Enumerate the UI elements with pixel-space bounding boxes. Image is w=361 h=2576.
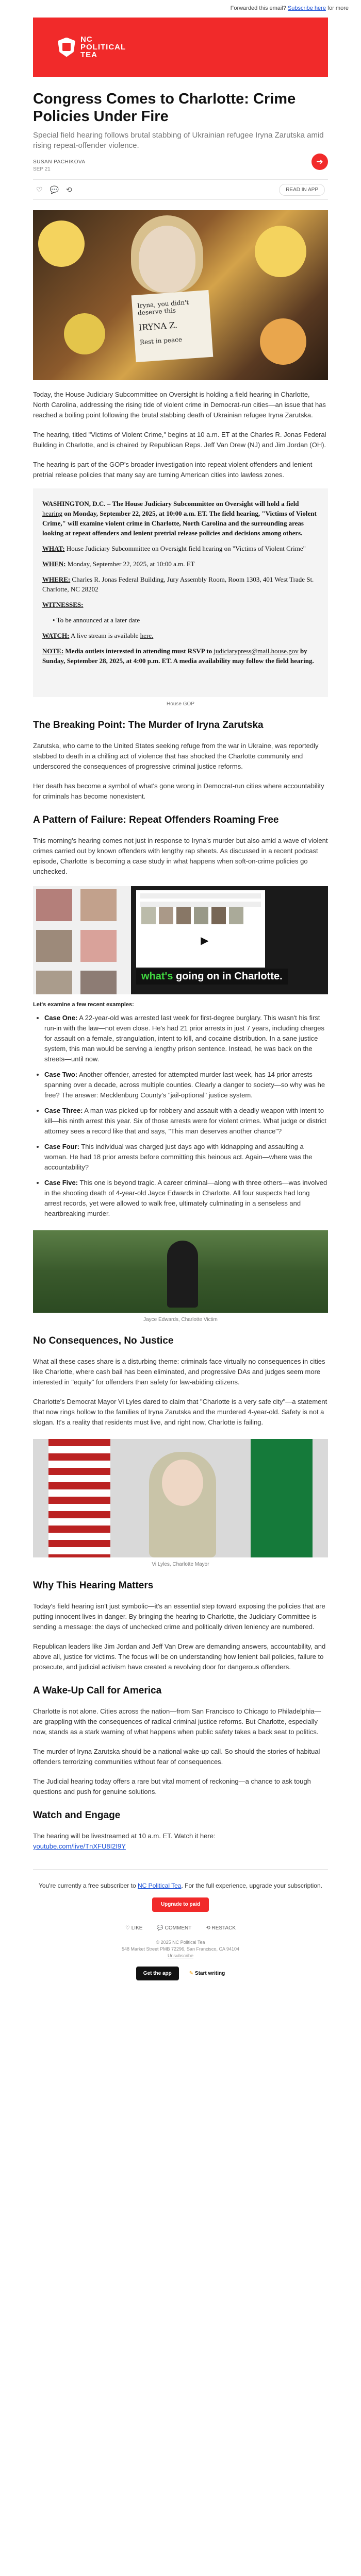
section-heading: A Pattern of Failure: Repeat Offenders Roaming Free (33, 815, 279, 825)
case-label: Case Three: (44, 1107, 83, 1114)
mugshot-row (136, 907, 243, 924)
press-when (42, 559, 319, 569)
press-watch-link: here. (140, 632, 154, 639)
section-heading: A Wake-Up Call for America (33, 1685, 162, 1696)
author-avatar[interactable] (311, 154, 328, 170)
author-row (33, 151, 328, 172)
divider (33, 1869, 328, 1870)
memorial-sign-line2: IRYNA Z. (138, 320, 178, 333)
press-note-text2: by Sunday, September 28, 2025, at 4:00 p.m. ET. A media availability may follow the field hearing. (42, 647, 314, 665)
us-flag (48, 1439, 110, 1557)
video-caption-highlight: what's (141, 971, 173, 982)
case-text: A 22-year-old was arrested last week for first-degree burglary. This wasn't his first run-in with the law—not even close. He's had 21 prior arrests in just 7 years, including charges for assault on a female, strangulation, intent to kill, and cocaine distribution. In a sane justice system, this man would be serving a lengthy prison sentence. Instead, he was back on the streets—until now. (44, 1014, 324, 1063)
press-note (42, 646, 319, 666)
press-watch-label: WATCH: (42, 632, 70, 639)
press-witnesses-label: WITNESSES: (42, 601, 84, 608)
mugshot (194, 907, 208, 924)
brand-name-line2: POLITICAL (80, 43, 126, 52)
play-button[interactable] (193, 928, 217, 952)
paragraph: The hearing is part of the GOP's broader investigation into repeat violent offenders and lenient pretrial release policies that many say are turning American cities into lawless zones. (33, 461, 313, 479)
like-label: LIKE (131, 1925, 143, 1931)
video-person-thumb (80, 971, 117, 994)
restack-label: RESTACK (211, 1925, 236, 1931)
start-writing-link[interactable] (189, 1971, 225, 1976)
sunflower-shape (64, 313, 105, 354)
case-text: Another offender, arrested for attempted murder last week, has 14 prior arrests spanning over a decade, across multiple counties. Clearly a danger to society—so why was he free? The answer: Mecklenburg County's "jail-optional" justice system. (44, 1071, 325, 1099)
comment-label: COMMENT (165, 1925, 192, 1931)
post-actions (33, 179, 328, 200)
case-item (44, 1070, 328, 1100)
press-release-image[interactable] (33, 488, 328, 697)
start-writing-label: Start writing (194, 1971, 225, 1976)
shield-icon (58, 38, 75, 57)
video-person-thumb (80, 889, 117, 921)
brand-name (80, 36, 126, 59)
restack-icon: ⟲ (206, 1925, 210, 1931)
paragraph: The murder of Iryna Zarutska should be a national wake-up call. So should the stories of habitual offenders terrorizing communities without fear of consequences. (33, 1748, 320, 1766)
newsletter-body (33, 18, 328, 2001)
mugshot (211, 907, 226, 924)
comment-button[interactable] (157, 1925, 191, 1931)
paragraph: What all these cases share is a disturbing theme: criminals face virtually no consequences in cities like Charlotte, where cash bail has been eliminated, and progressive DAs and judges seem more interested in "equity" for offenders than safety for law-abiding citizens. (33, 1358, 325, 1386)
press-watch (42, 631, 319, 640)
press-witnesses-text: To be announced at a later date (56, 616, 140, 624)
paragraph: The Judicial hearing today offers a rare but vital moment of reckoning—a chance to ask tough questions and push for genuine solutions. (33, 1777, 311, 1795)
case-text: This individual was charged just days ago with kidnapping and assaulting a woman. He had 18 prior arrests before committing this heinous act. Again—where was the accountability? (44, 1143, 313, 1171)
memorial-sign-line3: Rest in peace (139, 335, 183, 346)
comment-icon[interactable]: 💬 (50, 185, 59, 194)
mayor-face (162, 1460, 203, 1506)
youtube-link[interactable]: youtube.com/live/TnXFU8I2I9Y (33, 1842, 126, 1850)
article-subtitle: Special field hearing follows brutal stabbing of Ukrainian refugee Iryna Zarutska amid rising repeat-offender violence. (33, 131, 324, 150)
comment-icon: 💬 (157, 1925, 163, 1931)
brand-name-line3: TEA (80, 50, 97, 59)
copyright: © 2025 NC Political Tea (156, 1940, 205, 1945)
sunflower-shape (38, 221, 85, 267)
video-person-thumb (80, 930, 117, 962)
read-in-app-button[interactable] (279, 184, 325, 196)
memorial-sign-line1: Iryna, you didn't deserve this (137, 298, 189, 317)
press-witnesses-item: • To be announced at a later date (53, 616, 140, 624)
pen-icon: ✎ (189, 1971, 194, 1976)
paragraph: Today's field hearing isn't just symbolic—it's an essential step toward exposing the policies that are putting innocent lives in danger. By bringing the hearing to Charlotte, the Judiciary Committee is sending a message: the days of unchecked crime and politically driven leniency are numbered. (33, 1602, 325, 1631)
press-where-text: Charles R. Jonas Federal Building, Jury Assembly Room, Room 1303, 401 West Trade St. Charlotte, NC 28202 (42, 575, 314, 593)
paragraph: Republican leaders like Jim Jordan and Jeff Van Drew are demanding answers, accountability, and above all, justice for victims. The focus will be on understanding how lenient bail policies, failure to prosecute, and judicial activism have created a revolving door for dangerous offenders. (33, 1642, 326, 1671)
video-person-thumb (36, 889, 72, 921)
forward-text: Forwarded this email? (230, 5, 286, 11)
mugshot (141, 907, 156, 924)
get-app-button[interactable]: Get the app (136, 1967, 179, 1980)
tweet-text-line (140, 893, 261, 899)
press-where (42, 574, 319, 594)
publication-link[interactable]: NC Political Tea (137, 1882, 182, 1889)
press-what (42, 544, 319, 553)
article (33, 77, 328, 1852)
upgrade-button[interactable]: Upgrade to paid (152, 1897, 209, 1912)
video-person-thumb (36, 971, 72, 994)
memorial-sign (132, 290, 214, 362)
footer-actions (33, 1925, 328, 1931)
case-label: Case Four: (44, 1143, 79, 1150)
image-caption: Vi Lyles, Charlotte Mayor (152, 1562, 209, 1567)
paragraph: Charlotte's Democrat Mayor Vi Lyles dared to claim that "Charlotte is a very safe city"—a statement that now rings hollow to the families of Iryna Zarutska and the murdered 4-year-old. Safety is not a slogan. It's a reality that residents must live, and right now, Charlotte is failing. (33, 1398, 327, 1426)
bottom-spacer (33, 1980, 328, 2001)
sunflower-shape (255, 226, 306, 277)
heart-icon[interactable]: ♡ (36, 185, 43, 194)
mugshot (159, 907, 173, 924)
cases-intro: Let's examine a few recent examples: (33, 1002, 134, 1008)
section-heading: The Breaking Point: The Murder of Iryna Zarutska (33, 720, 264, 731)
case-text: This one is beyond tragic. A career criminal—along with three others—was involved in the shooting death of 4-year-old Jayce Edwards in Charlotte. All four suspects had long arrest records, yet were allowed to walk free, ultimately culminating in a senseless and heartbreaking murder. (44, 1179, 327, 1217)
press-lead (42, 499, 319, 538)
brand-banner[interactable] (33, 18, 328, 77)
mugshot (229, 907, 243, 924)
heart-icon: ♡ (125, 1925, 130, 1931)
press-witnesses (42, 600, 319, 609)
paragraph: Zarutska, who came to the United States seeking refuge from the war in Ukraine, was reportedly stabbed to death in a chilling act of violence that has shocked the Charlotte community and underscored the consequences of progressive criminal justice reforms. (33, 742, 319, 770)
restack-button[interactable] (206, 1925, 236, 1931)
paragraph: Charlotte is not alone. Cities across the nation—from San Francisco to Chicago to Philadelphia—are grappling with the consequences of radical criminal justice reforms. But Charlotte, especially now, stands as a stark warning of what happens when public safety takes a back seat to politics. (33, 1707, 321, 1736)
brand-name-line1: NC (80, 35, 93, 44)
press-what-text: House Judiciary Subcommittee on Oversight field hearing on "Victims of Violent Crime" (66, 545, 306, 552)
section-heading: No Consequences, No Justice (33, 1335, 174, 1346)
publish-date: SEP 21 (33, 166, 51, 172)
like-button[interactable] (125, 1925, 142, 1931)
press-note-text1: Media outlets interested in attending must RSVP to (65, 647, 212, 655)
image-caption: House GOP (167, 701, 194, 707)
article-title[interactable]: Congress Comes to Charlotte: Crime Policies Under Fire (33, 91, 296, 125)
case-list (44, 1013, 328, 1219)
subscribe-link[interactable]: Subscribe here (287, 5, 326, 11)
read-in-app-label: READ IN APP (286, 187, 318, 193)
press-what-label: WHAT: (42, 545, 65, 552)
press-lead-bold: WASHINGTON, D.C. – The House Judiciary Subcommittee on Oversight will hold a field (42, 500, 299, 507)
case-item (44, 1013, 328, 1064)
unsubscribe-link[interactable]: Unsubscribe (167, 1953, 194, 1958)
image-caption: Jayce Edwards, Charlotte Victim (143, 1317, 218, 1323)
portrait-face (139, 226, 195, 293)
case-item (44, 1106, 328, 1137)
press-note-email: judiciarypress@mail.house.gov (214, 647, 299, 655)
video-caption-text: going on in Charlotte. (176, 971, 283, 982)
mayor-photo[interactable] (33, 1439, 328, 1557)
case-label: Case Two: (44, 1071, 78, 1078)
paragraph (33, 1831, 328, 1852)
paragraph: Today, the House Judiciary Subcommittee on Oversight is holding a field hearing in Charlotte, North Carolina, addressing the rising tide of violent crime in Democrat-run cities—an issue that has reached a boiling point following the brutal stabbing death of Ukrainian refugee Iryna Zarutska. (33, 391, 326, 419)
address: 548 Market Street PMB 72296, San Francisco, CA 94104 (121, 1946, 240, 1952)
case-item (44, 1142, 328, 1173)
hero-image[interactable] (33, 210, 328, 380)
brand-logo (58, 36, 126, 59)
footer-legal (33, 1939, 328, 1959)
watch-text: The hearing will be livestreamed at 10 a.m. ET. Watch it here: (33, 1832, 216, 1840)
case-label: Case Five: (44, 1179, 78, 1187)
press-hearing-link: hearing (42, 510, 62, 517)
subscription-note (33, 1881, 328, 1890)
press-note-label: NOTE: (42, 647, 64, 655)
restack-icon[interactable]: ⟲ (66, 185, 72, 194)
press-when-label: WHEN: (42, 560, 66, 568)
author-name[interactable]: SUSAN PACHIKOVA (33, 159, 86, 165)
victim-photo[interactable] (33, 1230, 328, 1313)
section-heading: Watch and Engage (33, 1810, 121, 1821)
city-flag (251, 1439, 313, 1557)
app-row (33, 1967, 328, 1980)
flower-shape (260, 318, 306, 365)
section-heading: Why This Hearing Matters (33, 1580, 154, 1591)
case-label: Case One: (44, 1014, 78, 1022)
press-watch-text: A live stream is available (71, 632, 139, 639)
free-note-text: You're currently a free subscriber to (39, 1882, 136, 1889)
mugshot (176, 907, 191, 924)
forward-suffix: for more (327, 5, 349, 11)
arrow-right-icon: ➔ (316, 157, 323, 166)
case-item (44, 1178, 328, 1219)
case-text: A man was picked up for robbery and assault with a deadly weapon with intent to kill—his ninth arrest this year. Six of those arrests were for violent crimes. What judge or district attorney sees a record like that and says, "This man deserves another chance"? (44, 1107, 326, 1135)
free-note-text-rest: . For the full experience, upgrade your subscription. (181, 1882, 322, 1889)
child-figure (167, 1241, 198, 1308)
forward-notice (0, 0, 361, 18)
press-where-label: WHERE: (42, 575, 71, 583)
play-icon: ▶ (201, 935, 209, 946)
video-embed[interactable] (33, 886, 328, 994)
paragraph: Her death has become a symbol of what's gone wrong in Democrat-run cities where accountability for criminals has become nonexistent. (33, 782, 324, 800)
tweet-text-line (140, 902, 261, 907)
press-lead-rest: on Monday, September 22, 2025, at 10:00 a.m. ET. The field hearing, "Victims of Violent Crime," will examine violent crime in Charlotte, North Carolina and the surrounding areas looking at repeat offenders and lenient pretrial release policies and decisions among others. (42, 510, 317, 537)
press-when-text: Monday, September 22, 2025, at 10:00 a.m. ET (67, 560, 195, 568)
video-caption-overlay (136, 969, 288, 985)
video-left-panel (33, 886, 131, 994)
paragraph: The hearing, titled "Victims of Violent Crime," begins at 10 a.m. ET at the Charles R. Jonas Federal Building in Charlotte, and is chaired by Republican Reps. Jeff Van Drew (NJ) and Jim Jordan (OH). (33, 431, 326, 449)
paragraph: This morning's hearing comes not just in response to Iryna's murder but also amid a wave of violent crimes carried out by known offenders with lengthy rap sheets. As discussed in a recent podcast episode, Charlotte is becoming a case study in what happens when soft-on-crime policies go unchecked. (33, 837, 328, 875)
video-person-thumb (36, 930, 72, 962)
